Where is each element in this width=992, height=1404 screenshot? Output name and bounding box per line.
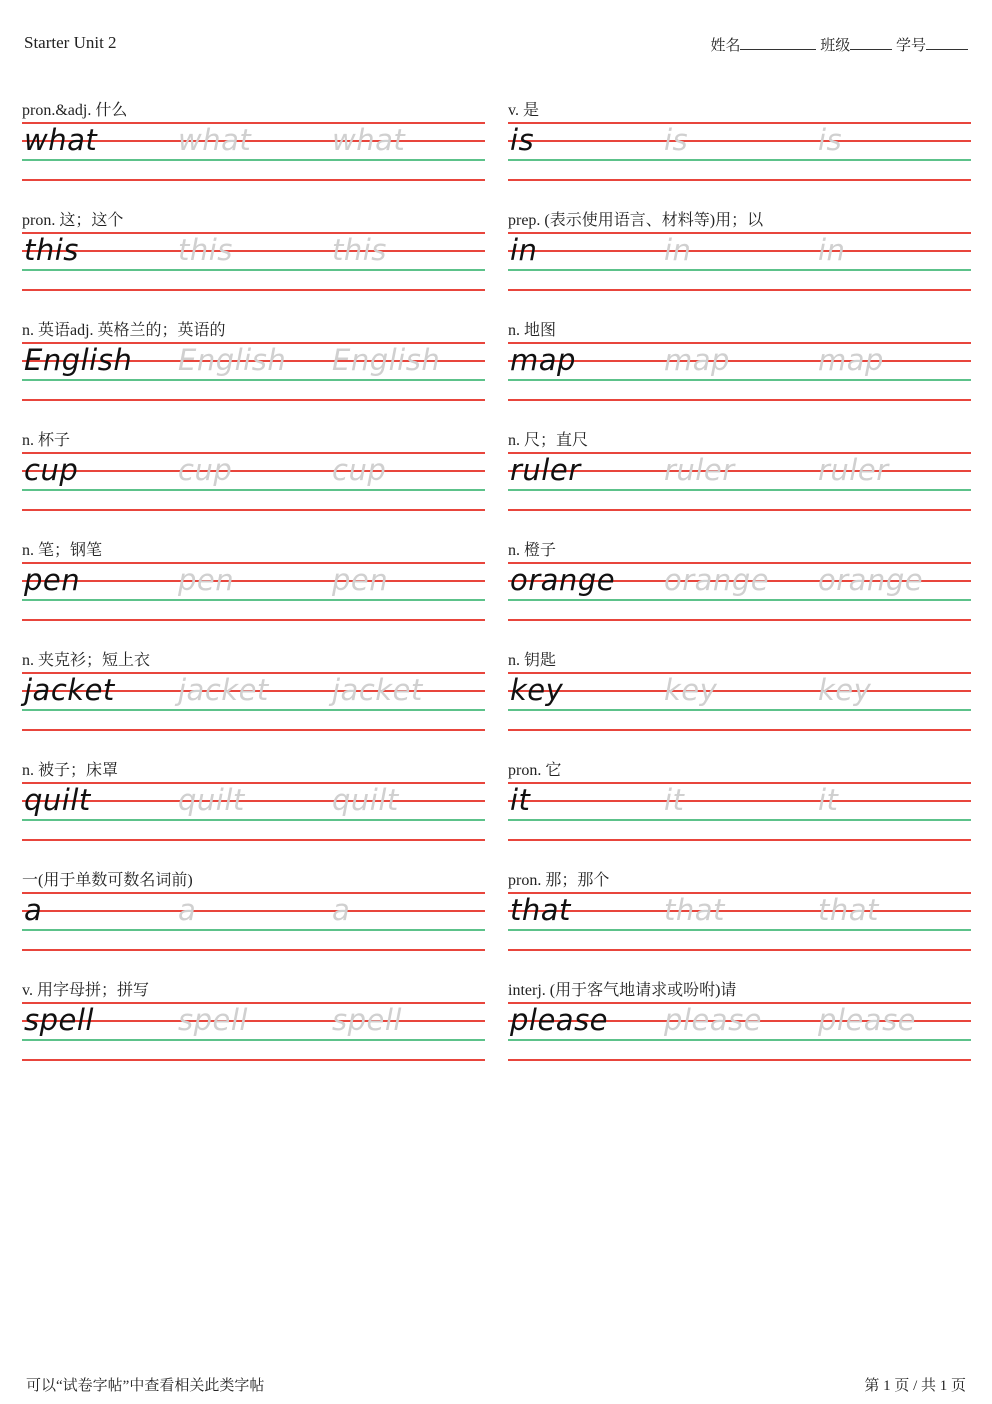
guide-line-base — [508, 819, 971, 821]
guide-line-bottom — [22, 289, 485, 291]
guide-line-base — [22, 159, 485, 161]
guide-line-top — [22, 232, 485, 234]
guide-line-bottom — [508, 1059, 971, 1061]
guide-line-base — [508, 929, 971, 931]
guide-line-top — [22, 892, 485, 894]
class-label: 班级 — [820, 38, 851, 54]
word-trace: what — [332, 123, 406, 157]
word-trace: ruler — [664, 453, 735, 487]
word-trace: it — [664, 783, 685, 817]
guide-line-bottom — [508, 179, 971, 181]
word-trace: pen — [332, 563, 389, 597]
word-meaning: pron. 这；这个 — [22, 212, 124, 229]
vocab-entry — [22, 757, 485, 867]
word-trace: please — [664, 1003, 763, 1037]
vocab-entry — [22, 427, 485, 537]
word-meaning: n. 被子；床罩 — [22, 762, 119, 779]
word-trace: English — [332, 343, 441, 377]
word-trace: is — [664, 123, 689, 157]
word-meaning: pron.&adj. 什么 — [22, 102, 128, 119]
word-meaning: v. 是 — [508, 102, 539, 119]
word-trace: key — [818, 673, 872, 707]
guide-line-bottom — [22, 619, 485, 621]
vocab-entry — [508, 97, 971, 207]
word-meaning: n. 英语adj. 英格兰的；英语的 — [22, 322, 226, 339]
vocab-entry — [508, 207, 971, 317]
vocab-entry — [22, 97, 485, 207]
word-trace: spell — [178, 1003, 248, 1037]
word-meaning: n. 地图 — [508, 322, 557, 339]
guide-line-base — [22, 929, 485, 931]
word-example: key — [510, 673, 564, 707]
word-example: English — [24, 343, 133, 377]
guide-line-base — [508, 269, 971, 271]
word-example: quilt — [24, 783, 91, 817]
guide-line-bottom — [22, 729, 485, 731]
guide-line-upper — [508, 250, 971, 252]
guide-line-bottom — [508, 509, 971, 511]
word-trace: English — [178, 343, 287, 377]
word-trace: a — [178, 893, 197, 927]
page-number: 第 1 页 / 共 1 页 — [864, 1378, 966, 1394]
word-trace: a — [332, 893, 351, 927]
vocab-entry — [22, 647, 485, 757]
guide-line-bottom — [22, 399, 485, 401]
student-info-fields — [710, 34, 968, 55]
guide-line-base — [508, 1039, 971, 1041]
word-meaning: 一(用于单数可数名词前) — [22, 872, 193, 889]
guide-line-bottom — [508, 399, 971, 401]
word-example: in — [510, 233, 538, 267]
guide-line-upper — [22, 470, 485, 472]
guide-line-bottom — [22, 1059, 485, 1061]
guide-line-upper — [22, 910, 485, 912]
word-trace: cup — [332, 453, 387, 487]
word-trace: spell — [332, 1003, 402, 1037]
guide-line-base — [22, 709, 485, 711]
guide-line-upper — [508, 910, 971, 912]
guide-line-bottom — [508, 729, 971, 731]
vocab-entry — [508, 317, 971, 427]
vocab-entry — [508, 867, 971, 977]
name-blank — [740, 35, 816, 50]
guide-line-top — [508, 122, 971, 124]
word-meaning: n. 笔；钢笔 — [22, 542, 103, 559]
word-example: map — [510, 343, 576, 377]
guide-line-base — [508, 709, 971, 711]
guide-line-base — [508, 489, 971, 491]
page-title: Starter Unit 2 — [24, 33, 117, 52]
id-label: 学号 — [895, 38, 926, 54]
vocab-entry — [22, 867, 485, 977]
word-trace: in — [664, 233, 692, 267]
vocab-entry — [22, 537, 485, 647]
guide-line-bottom — [508, 949, 971, 951]
word-example: a — [24, 893, 43, 927]
word-meaning: n. 尺；直尺 — [508, 432, 589, 449]
vocab-entry — [508, 977, 971, 1087]
word-example: please — [510, 1003, 609, 1037]
guide-line-bottom — [22, 179, 485, 181]
word-meaning: n. 钥匙 — [508, 652, 557, 669]
word-trace: map — [664, 343, 730, 377]
guide-line-top — [22, 782, 485, 784]
word-meaning: pron. 它 — [508, 762, 562, 779]
word-example: that — [510, 893, 571, 927]
guide-line-base — [22, 1039, 485, 1041]
word-meaning: interj. (用于客气地请求或吩咐)请 — [508, 982, 737, 999]
guide-line-base — [22, 269, 485, 271]
word-trace: this — [332, 233, 387, 267]
word-trace: please — [818, 1003, 917, 1037]
guide-line-bottom — [22, 839, 485, 841]
word-trace: quilt — [178, 783, 245, 817]
word-trace: that — [664, 893, 725, 927]
word-example: what — [24, 123, 98, 157]
word-trace: cup — [178, 453, 233, 487]
word-trace: is — [818, 123, 843, 157]
guide-line-base — [508, 379, 971, 381]
guide-line-top — [22, 562, 485, 564]
guide-line-top — [508, 782, 971, 784]
word-example: spell — [24, 1003, 94, 1037]
guide-line-bottom — [508, 619, 971, 621]
guide-line-base — [22, 379, 485, 381]
vocab-entry — [22, 207, 485, 317]
word-example: it — [510, 783, 531, 817]
word-trace: in — [818, 233, 846, 267]
word-example: jacket — [24, 673, 115, 707]
word-trace: map — [818, 343, 884, 377]
word-example: cup — [24, 453, 79, 487]
word-meaning: pron. 那；那个 — [508, 872, 610, 889]
guide-line-bottom — [22, 509, 485, 511]
word-trace: ruler — [818, 453, 889, 487]
guide-line-upper — [508, 690, 971, 692]
guide-line-bottom — [508, 839, 971, 841]
word-example: this — [24, 233, 79, 267]
class-blank — [850, 35, 892, 50]
name-label: 姓名 — [710, 38, 741, 54]
guide-line-bottom — [508, 289, 971, 291]
word-example: orange — [510, 563, 616, 597]
guide-line-base — [22, 489, 485, 491]
word-trace: quilt — [332, 783, 399, 817]
word-trace: jacket — [178, 673, 269, 707]
vocab-entry — [22, 317, 485, 427]
guide-line-top — [508, 672, 971, 674]
word-meaning: v. 用字母拼；拼写 — [22, 982, 149, 999]
guide-line-upper — [508, 800, 971, 802]
word-example: is — [510, 123, 535, 157]
word-trace: it — [818, 783, 839, 817]
word-trace: that — [818, 893, 879, 927]
word-trace: orange — [664, 563, 770, 597]
vocab-entry — [508, 757, 971, 867]
guide-line-top — [22, 452, 485, 454]
guide-line-upper — [22, 250, 485, 252]
word-trace: pen — [178, 563, 235, 597]
word-trace: what — [178, 123, 252, 157]
guide-line-top — [508, 892, 971, 894]
guide-line-upper — [22, 800, 485, 802]
guide-line-base — [22, 819, 485, 821]
word-trace: this — [178, 233, 233, 267]
footer-note: 可以“试卷字帖”中查看相关此类字帖 — [26, 1378, 265, 1394]
guide-line-base — [508, 159, 971, 161]
word-meaning: prep. (表示使用语言、材料等)用；以 — [508, 212, 764, 229]
guide-line-top — [508, 342, 971, 344]
guide-line-base — [508, 599, 971, 601]
vocab-entry — [508, 647, 971, 757]
word-example: pen — [24, 563, 81, 597]
guide-line-upper — [508, 360, 971, 362]
word-meaning: n. 夹克衫；短上衣 — [22, 652, 151, 669]
guide-line-bottom — [22, 949, 485, 951]
guide-line-upper — [22, 580, 485, 582]
word-trace: orange — [818, 563, 924, 597]
word-example: ruler — [510, 453, 581, 487]
guide-line-base — [22, 599, 485, 601]
word-meaning: n. 杯子 — [22, 432, 71, 449]
vocab-entry — [508, 427, 971, 537]
guide-line-top — [508, 232, 971, 234]
id-blank — [926, 35, 968, 50]
word-trace: jacket — [332, 673, 423, 707]
vocab-entry — [508, 537, 971, 647]
guide-line-upper — [508, 140, 971, 142]
word-meaning: n. 橙子 — [508, 542, 557, 559]
word-trace: key — [664, 673, 718, 707]
vocab-entry — [22, 977, 485, 1087]
